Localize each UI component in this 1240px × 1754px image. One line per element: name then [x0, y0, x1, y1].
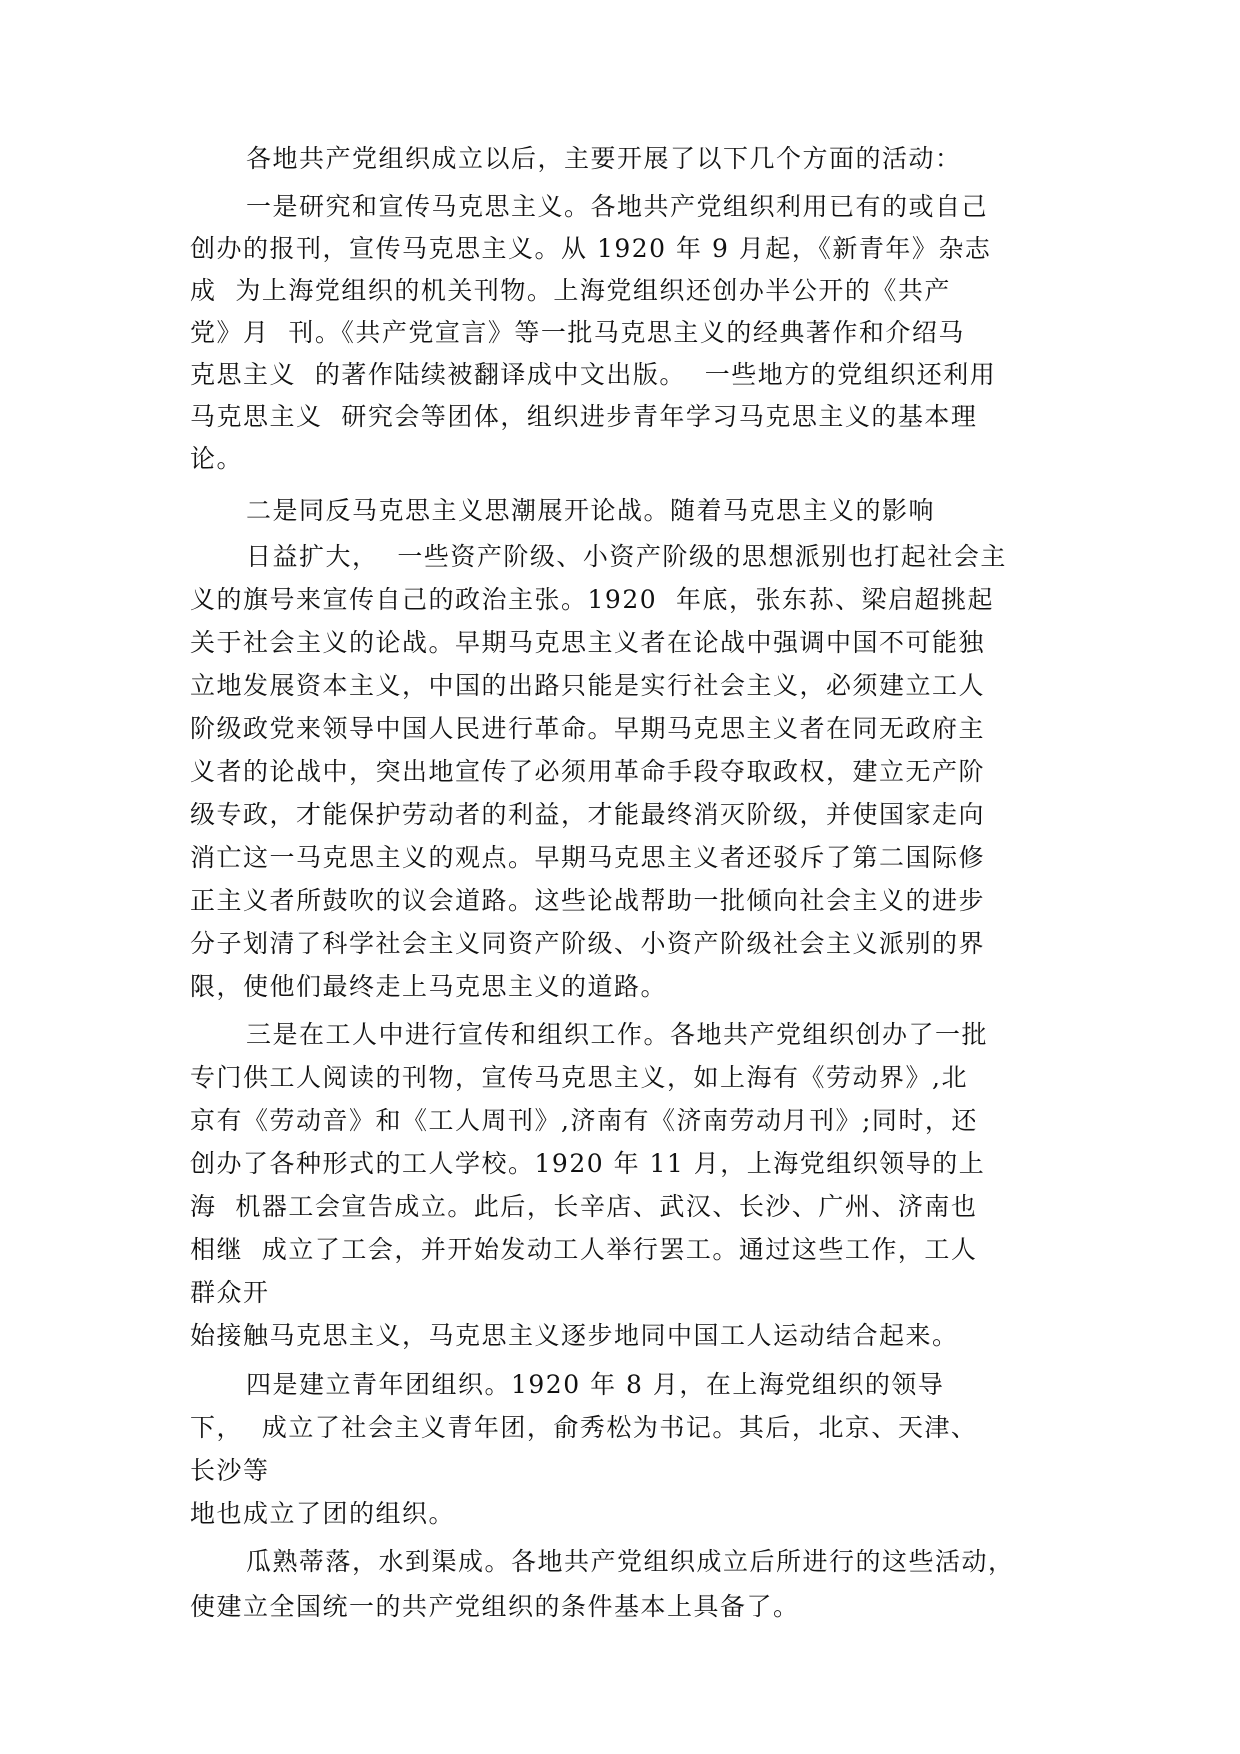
- paragraph-line: 下， 成立了社会主义青年团，俞秀松为书记。其后，北京、天津、: [190, 1413, 978, 1442]
- paragraph-line: 海 机器工会宣告成立。此后，长辛店、武汉、长沙、广州、济南也: [190, 1192, 978, 1221]
- paragraph-line: 党》月 刊。《共产党宣言》等一批马克思主义的经典著作和介绍马: [190, 318, 965, 347]
- paragraph-line: 京有《劳动音》和《工人周刊》,济南有《济南劳动月刊》;同时，还: [190, 1106, 978, 1135]
- paragraph-line: 限，使他们最终走上马克思主义的道路。: [190, 972, 668, 1001]
- paragraph-line: 消亡这一马克思主义的观点。早期马克思主义者还驳斥了第二国际修: [190, 843, 986, 872]
- paragraph-line: 使建立全国统一的共产党组织的条件基本上具备了。: [190, 1592, 800, 1621]
- paragraph-line: 义者的论战中，突出地宣传了必须用革命手段夺取政权，建立无产阶: [190, 757, 986, 786]
- paragraph-line: 三是在工人中进行宣传和组织工作。各地共产党组织创办了一批: [246, 1020, 989, 1049]
- paragraph-line: 论。: [190, 444, 244, 473]
- paragraph-line: 四是建立青年团组织。1920 年 8 月，在上海党组织的领导: [246, 1370, 945, 1399]
- paragraph-line: 关于社会主义的论战。早期马克思主义者在论战中强调中国不可能独: [190, 628, 986, 657]
- paragraph-line: 级专政，才能保护劳动者的利益，才能最终消灭阶级，并使国家走向: [190, 800, 986, 829]
- paragraph-line: 日益扩大， 一些资产阶级、小资产阶级的思想派别也打起社会主: [246, 542, 1007, 571]
- paragraph-line: 义的旗号来宣传自己的政治主张。1920 年底，张东荪、梁启超挑起: [190, 585, 995, 614]
- paragraph-line: 创办了各种形式的工人学校。1920 年 11 月，上海党组织领导的上: [190, 1149, 986, 1178]
- paragraph-line: 二是同反马克思主义思潮展开论战。随着马克思主义的影响: [246, 496, 936, 525]
- paragraph-line: 长沙等: [190, 1456, 270, 1485]
- paragraph-line: 成 为上海党组织的机关刊物。上海党组织还创办半公开的《共产: [190, 276, 951, 305]
- paragraph-line: 专门供工人阅读的刊物，宣传马克思主义，如上海有《劳动界》,北: [190, 1063, 968, 1092]
- paragraph-line: 瓜熟蒂落，水到渠成。各地共产党组织成立后所进行的这些活动，: [246, 1547, 1015, 1576]
- paragraph-line: 一是研究和宣传马克思主义。各地共产党组织利用已有的或自己: [246, 192, 989, 221]
- paragraph-line: 群众开: [190, 1278, 270, 1307]
- paragraph-line: 克思主义 的著作陆续被翻译成中文出版。 一些地方的党组织还利用: [190, 360, 997, 389]
- paragraph-line: 马克思主义 研究会等团体，组织进步青年学习马克思主义的基本理: [190, 402, 978, 431]
- paragraph-line: 始接触马克思主义，马克思主义逐步地同中国工人运动结合起来。: [190, 1321, 959, 1350]
- paragraph-line: 立地发展资本主义，中国的出路只能是实行社会主义，必须建立工人: [190, 671, 986, 700]
- paragraph-line: 阶级政党来领导中国人民进行革命。早期马克思主义者在同无政府主: [190, 714, 986, 743]
- paragraph-line: 创办的报刊，宣传马克思主义。从 1920 年 9 月起，《新青年》杂志: [190, 234, 992, 263]
- paragraph-line: 各地共产党组织成立以后，主要开展了以下几个方面的活动：: [246, 144, 962, 173]
- paragraph-line: 分子划清了科学社会主义同资产阶级、小资产阶级社会主义派别的界: [190, 929, 986, 958]
- paragraph-line: 正主义者所鼓吹的议会道路。这些论战帮助一批倾向社会主义的进步: [190, 886, 986, 915]
- paragraph-line: 地也成立了团的组织。: [190, 1499, 456, 1528]
- paragraph-line: 相继 成立了工会，并开始发动工人举行罢工。通过这些工作，工人: [190, 1235, 978, 1264]
